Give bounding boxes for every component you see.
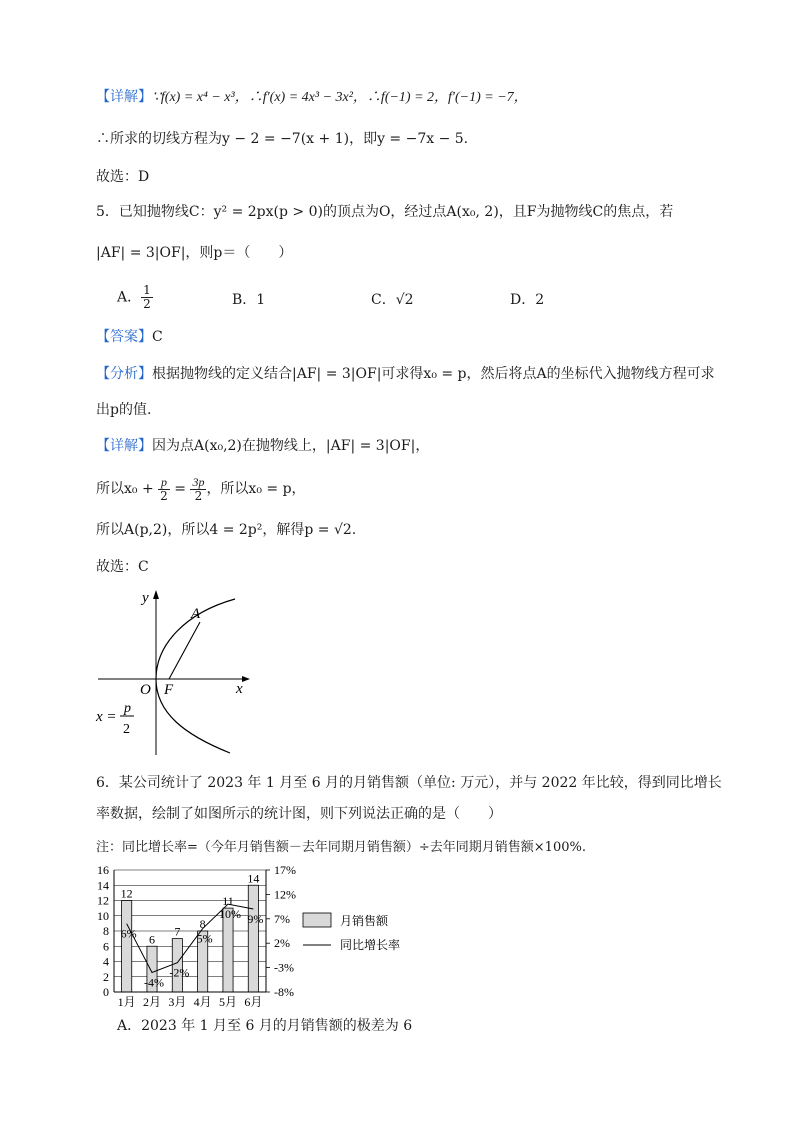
- category-label: 6月: [244, 995, 263, 1009]
- q5-stem-line2: |AF| = 3|OF|，则p＝（ ）: [96, 245, 293, 261]
- category-label: 5月: [218, 995, 238, 1009]
- growth-rate-label: -2%: [169, 965, 190, 980]
- parabola-figure: [90, 585, 260, 760]
- q5-analysis-text: 根据抛物线的定义结合|AF| = 3|OF|可求得x₀ = p，然后将点A的坐标代入抛物线方程可求: [152, 366, 715, 382]
- detail-tag: 【详解】: [96, 89, 152, 105]
- category-label: 3月: [168, 995, 187, 1009]
- q6-stem-line1: 6．某公司统计了 2023 年 1 月至 6 月的月销售额（单位: 万元），并与 2022 年比较，得到同比增长: [96, 775, 722, 791]
- q5-select: 故选：C: [96, 559, 149, 575]
- equals-sign: =: [174, 481, 186, 497]
- q5-option-a-prefix: A．: [117, 289, 142, 306]
- q5-detail-line2: [96, 474, 306, 504]
- fraction-numerator: p: [158, 476, 170, 490]
- left-tick-label: 14: [97, 878, 109, 893]
- chart-labels: [118, 871, 264, 1009]
- detail-tag: 【详解】: [96, 438, 152, 454]
- x-axis-arrow: [242, 676, 250, 682]
- category-label: 2月: [142, 995, 162, 1009]
- q5-detail-line3: 所以A(p,2)，所以4 = 2p²，解得p = √2.: [96, 522, 357, 538]
- chart-grid: [114, 870, 266, 992]
- left-tick-label: 16: [97, 863, 109, 877]
- answer-tag: 【答案】: [96, 329, 152, 345]
- q5-option-d: D．2: [510, 292, 545, 308]
- growth-rate-label: -4%: [144, 975, 164, 990]
- category-label: 1月: [117, 995, 136, 1009]
- fraction-denominator: 2: [194, 488, 203, 503]
- right-tick-label: -8%: [274, 985, 294, 999]
- x-label: x: [236, 681, 243, 697]
- y-label: y: [142, 590, 149, 606]
- q5-analysis-line1: [96, 364, 715, 384]
- q5-answer: C: [152, 329, 163, 345]
- bar-value-label: 7: [174, 924, 181, 939]
- segment-AF: [169, 622, 200, 679]
- q4-select: 故选：D: [96, 169, 150, 185]
- chart-legend: [303, 913, 400, 952]
- q5-detail-line2-prefix: 所以x₀ +: [96, 481, 154, 497]
- fraction-numerator: 3p: [192, 474, 205, 489]
- bar-value-label: 8: [199, 917, 206, 931]
- bar-value-label: 14: [247, 871, 260, 886]
- q4-detail-line: [96, 87, 528, 108]
- point-a-label: A: [191, 606, 201, 622]
- q6-note: 注：同比增长率=（今年月销售额－去年同期月销售额）÷去年同期月销售额×100%.: [96, 840, 586, 855]
- right-tick-label: 2%: [274, 936, 290, 951]
- q4-tangent-line: ∴所求的切线方程为y − 2 = −7(x + 1)，即y = −7x − 5.: [96, 131, 469, 147]
- right-tick-label: 17%: [274, 863, 296, 877]
- directrix-numerator: p: [124, 701, 131, 716]
- q5-detail-text: 因为点A(x₀,2)在抛物线上，|AF| = 3|OF|，: [152, 438, 430, 454]
- analysis-tag: 【分析】: [96, 366, 152, 382]
- fraction-denominator: 2: [143, 297, 151, 311]
- left-tick-label: 4: [103, 954, 109, 969]
- category-label: 4月: [193, 995, 212, 1009]
- sales-chart: [88, 860, 428, 1010]
- q5-answer-line: [96, 327, 163, 347]
- right-tick-label: -3%: [274, 960, 294, 975]
- left-tick-label: 10: [97, 908, 109, 923]
- left-tick-label: 0: [103, 985, 109, 999]
- legend-bar-label: 月销售额: [340, 914, 389, 928]
- legend-bar-swatch: [303, 913, 331, 927]
- y-axis-arrow: [153, 590, 159, 599]
- q6-option-a: A．2023 年 1 月至 6 月的月销售额的极差为 6: [117, 1018, 413, 1034]
- q6-stem-line2: 率数据，绘制了如图所示的统计图，则下列说法正确的是（ ）: [96, 806, 502, 822]
- sales-bar: [248, 885, 258, 992]
- q5-option-b: B．1: [232, 292, 266, 308]
- parabola-curve: [156, 599, 235, 753]
- bar-value-label: 6: [149, 932, 155, 947]
- legend-line-label: 同比增长率: [340, 938, 401, 952]
- directrix-prefix: x =: [96, 709, 117, 725]
- q5-option-c: C．√2: [371, 292, 414, 308]
- right-tick-label: 7%: [274, 911, 290, 926]
- q5-frac-p-over-2: [158, 476, 170, 503]
- sales-bar: [122, 901, 132, 993]
- left-tick-label: 6: [103, 939, 109, 954]
- origin-label: O: [140, 682, 151, 698]
- bar-value-label: 11: [222, 894, 234, 909]
- left-tick-label: 12: [97, 893, 109, 908]
- q5-frac-3p-over-2: [190, 476, 206, 503]
- fraction-numerator: 1: [143, 283, 151, 297]
- q4-detail-text: ∵f(x) = x⁴ − x³，∴f′(x) = 4x³ − 3x²，∴f(−1) = 2，f′(−1) = −7，: [152, 90, 528, 105]
- q5-option-a-fraction: [141, 284, 153, 311]
- chart-bars: [122, 885, 259, 992]
- fraction-denominator: 2: [160, 488, 168, 503]
- bar-value-label: 12: [120, 886, 133, 901]
- growth-rate-label: 5%: [196, 931, 213, 946]
- left-tick-label: 2: [103, 969, 109, 984]
- directrix-denominator: 2: [123, 722, 130, 737]
- q5-stem-line1: 5．已知抛物线C：y² = 2px(p > 0)的顶点为O，经过点A(x₀, 2)，且F为抛物线C的焦点，若: [96, 204, 674, 220]
- q5-detail-line1: [96, 436, 429, 456]
- growth-rate-label: 9%: [247, 912, 264, 927]
- q5-analysis-line2: 出p的值.: [96, 402, 152, 418]
- q5-detail-line2-suffix: ，所以x₀ = p，: [206, 481, 306, 497]
- right-tick-label: 12%: [274, 887, 296, 902]
- q5-option-a: [117, 284, 153, 311]
- focus-label: F: [164, 682, 174, 698]
- growth-rate-label: 10%: [219, 907, 241, 922]
- growth-rate-label: 6%: [120, 926, 137, 941]
- left-tick-label: 8: [103, 924, 109, 938]
